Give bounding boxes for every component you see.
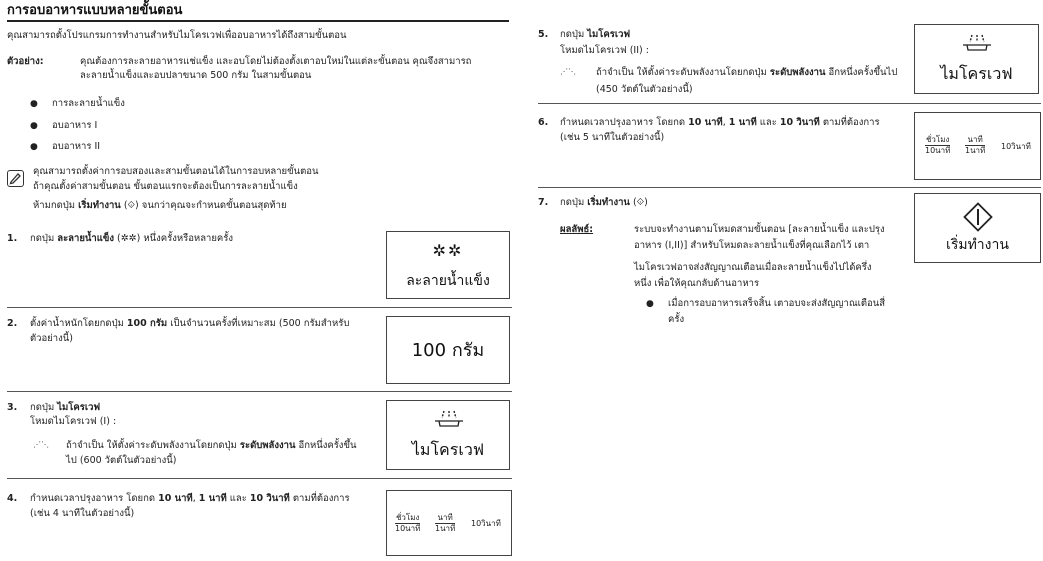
title-underline — [7, 20, 509, 22]
bullet-cook-2: ● อบอาหาร II — [52, 141, 100, 154]
intro-text: คุณสามารถตั้งโปรแกรมการทำงานสำหรับไมโครเวฟเพื่ออบอาหารได้ถึงสามขั้นตอน — [7, 30, 347, 41]
divider — [7, 391, 512, 392]
step-2-text: ตั้งค่าน้ำหนักโดยกดปุ่ม 100 กรัม เป็นจำนวนครั้งที่เหมาะสม (500 กรัมสำหรับ — [30, 318, 350, 329]
bullet-defrost: ● การละลายน้ำแข็ง — [52, 98, 125, 111]
timer-display-box-2 — [914, 112, 1041, 180]
step-7-text: กดปุ่ม เริ่มทำงาน (⟐) — [560, 197, 648, 208]
step-3-tip: ถ้าจำเป็น ให้ตั้งค่าระดับพลังงานโดยกดปุ่ม ระดับพลังงาน อีกหนึ่งครั้งขึ้น — [66, 440, 357, 451]
result-line-3: ไมโครเวฟอาจส่งสัญญาณเตือนเมื่อละลายน้ำแข็งไปได้ครึ่ง — [634, 262, 872, 273]
defrost-icon: ✲✲ — [432, 241, 464, 260]
result-bullet: ● เมื่อการอบอาหารเสร็จสิ้น เตาอบจะส่งสัญญาณเตือนสี่ — [668, 298, 885, 311]
step-3-mode: โหมดไมโครเวฟ (I) : — [30, 416, 117, 427]
step-5-tip-line-2: (450 วัตต์ในตัวอย่างนี้) — [596, 84, 693, 95]
start-icon — [963, 202, 993, 232]
start-icon-inline: ⟐ — [127, 200, 136, 211]
step-5-text: กดปุ่ม ไมโครเวฟ — [560, 29, 631, 40]
microwave-display-label: ไมโครเวฟ — [940, 64, 1013, 83]
step-4-text: กำหนดเวลาปรุงอาหาร โดยกด 10 นาที, 1 นาที และ 10 วินาที ตามที่ต้องการ — [30, 493, 350, 504]
step-4-number: 4. — [7, 493, 18, 504]
note-line-1: คุณสามารถตั้งค่าการอบสองและสามขั้นตอนได้ในการอบหลายขั้นตอน — [33, 166, 319, 177]
start-display-box — [914, 193, 1041, 263]
microwave-icon — [433, 409, 465, 431]
step-3-number: 3. — [7, 402, 18, 413]
step-6-text: กำหนดเวลาปรุงอาหาร โดยกด 10 นาที, 1 นาที และ 10 วินาที ตามที่ต้องการ — [560, 117, 880, 128]
step-2-number: 2. — [7, 318, 18, 329]
example-text-2: ละลายน้ำแข็งและอบปลาขนาด 500 กรัม ในสามขั้นตอน — [80, 70, 312, 81]
step-4-text-line-2: (เช่น 4 นาทีในตัวอย่างนี้) — [30, 508, 135, 519]
timer-display-box-1 — [386, 490, 512, 556]
timer-10sec: 10วินาที — [471, 519, 501, 528]
bullet-cook-1: ● อบอาหาร I — [52, 120, 97, 133]
defrost-display-box — [386, 231, 510, 299]
step-1-text: กดปุ่ม ละลายน้ำแข็ง (✲✲) หนึ่งครั้งหรือหลายครั้ง — [30, 233, 234, 244]
step-5-tip: ถ้าจำเป็น ให้ตั้งค่าระดับพลังงานโดยกดปุ่ม ระดับพลังงาน อีกหนึ่งครั้งขึ้นไป — [596, 67, 898, 78]
timer-hour-10min: ชั่วโมง 10นาที — [925, 135, 951, 155]
example-label: ตัวอย่าง: — [7, 56, 44, 67]
step-6-number: 6. — [538, 117, 549, 128]
microwave-display-box-2 — [914, 24, 1039, 94]
power-level-icon: ⋰⋱ — [560, 67, 576, 76]
divider — [7, 307, 512, 308]
result-line-4: หนึ่ง เพื่อให้คุณกลับด้านอาหาร — [634, 278, 760, 289]
start-icon-inline: ⟐ — [636, 197, 645, 208]
power-level-icon: ⋰⋱ — [33, 440, 49, 449]
start-display-label: เริ่มทำงาน — [946, 237, 1009, 253]
weight-display-label: 100 กรัม — [411, 340, 485, 361]
divider — [538, 187, 1041, 188]
step-5-number: 5. — [538, 29, 549, 40]
microwave-icon — [961, 33, 993, 55]
microwave-display-label: ไมโครเวฟ — [411, 440, 485, 459]
timer-1min: นาที 1นาที — [965, 135, 986, 155]
note-line-2: ถ้าคุณตั้งค่าสามขั้นตอน ขั้นตอนแรกจะต้องเป็นการละลายน้ำแข็ง — [33, 181, 298, 192]
step-2-text-line-2: ตัวอย่างนี้) — [30, 333, 73, 344]
divider — [7, 478, 512, 479]
result-bullet-line-2: ครั้ง — [668, 314, 685, 325]
step-3-text: กดปุ่ม ไมโครเวฟ — [30, 402, 101, 413]
result-label: ผลลัพธ์: — [560, 224, 594, 235]
timer-1min: นาที 1นาที — [435, 513, 456, 533]
microwave-display-box — [386, 400, 510, 470]
timer-10sec: 10วินาที — [1001, 142, 1031, 151]
page-title: การอบอาหารแบบหลายขั้นตอน — [7, 3, 183, 18]
result-line-2: อาหาร (I,II)] สำหรับโหมดละลายน้ำแข็งที่คุณเลือกไว้ เตา — [634, 240, 870, 251]
weight-display-box — [386, 316, 510, 384]
step-1-number: 1. — [7, 233, 18, 244]
step-6-text-line-2: (เช่น 5 นาทีในตัวอย่างนี้) — [560, 132, 665, 143]
timer-hour-10min: ชั่วโมง 10นาที — [395, 513, 421, 533]
result-line-1: ระบบจะทำงานตามโหมดสามขั้นตอน [ละลายน้ำแข็ง และปรุง — [634, 224, 885, 235]
step-3-tip-line-2: ไป (600 วัตต์ในตัวอย่างนี้) — [66, 455, 177, 466]
note-line-3: ห้ามกดปุ่ม เริ่มทำงาน (⟐) จนกว่าคุณจะกำหนดขั้นตอนสุดท้าย — [33, 200, 287, 211]
step-7-number: 7. — [538, 197, 549, 208]
step-5-mode: โหมดไมโครเวฟ (II) : — [560, 45, 649, 56]
example-text-1: คุณต้องการละลายอาหารแช่แข็ง และอบโดยไม่ต้องตั้งเตาอบใหม่ในแต่ละขั้นตอน คุณจึงสามารถ — [80, 56, 472, 67]
divider — [538, 103, 1041, 104]
note-icon — [7, 170, 24, 187]
defrost-display-label: ละลายน้ำแข็ง — [406, 273, 490, 289]
